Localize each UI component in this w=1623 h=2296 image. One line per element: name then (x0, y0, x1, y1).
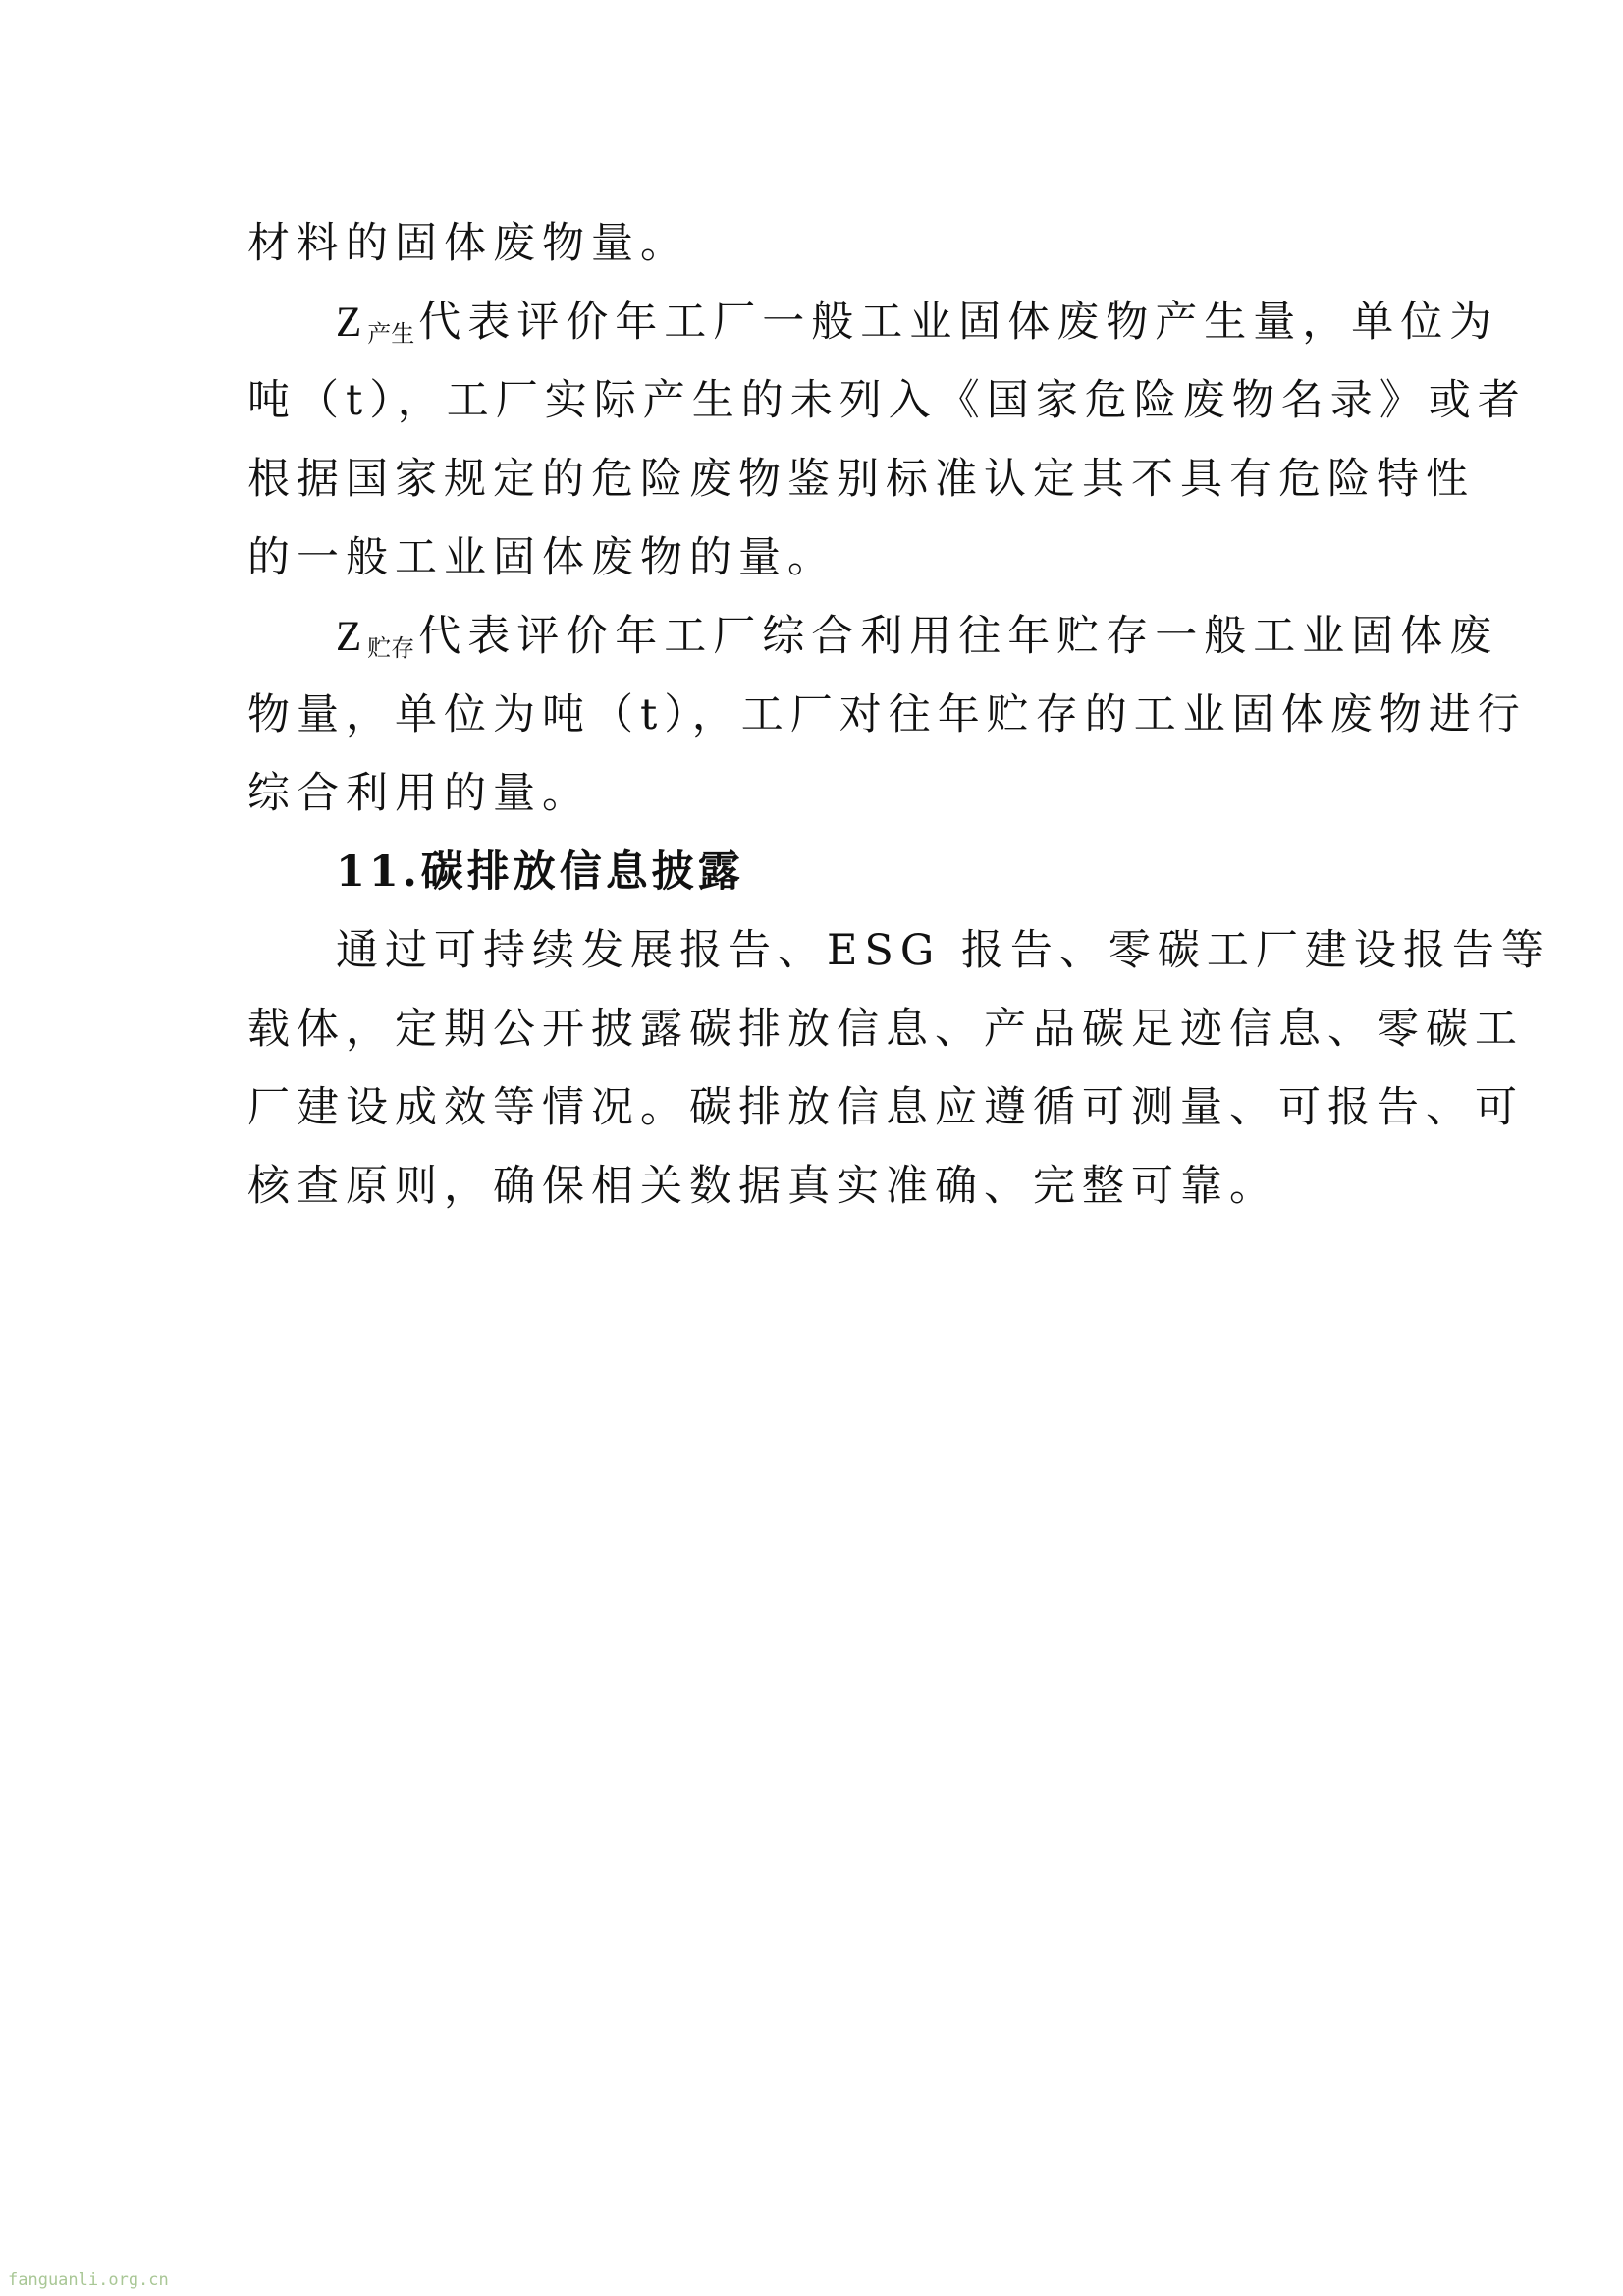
paragraph-line: 通过可持续发展报告、ESG 报告、零碳工厂建设报告等 (336, 926, 1550, 975)
paragraph-line: 根据国家规定的危险废物鉴别标准认定其不具有危险特性 (247, 455, 1475, 504)
variable-subscript: 贮存 (367, 634, 415, 662)
paragraph-line: 厂建设成效等情况。碳排放信息应遵循可测量、可报告、可 (247, 1083, 1524, 1132)
paragraph-line: 物量，单位为吨（t），工厂对往年贮存的工业固体废物进行 (247, 690, 1527, 739)
variable-symbol: Z (336, 300, 362, 346)
site-watermark: fanguanli.org.cn (8, 2270, 169, 2290)
paragraph-line: 核查原则，确保相关数据真实准确、完整可靠。 (247, 1162, 1278, 1211)
paragraph-line: 材料的固体废物量。 (247, 219, 689, 268)
paragraph-line (247, 283, 1499, 361)
document-page (247, 204, 1550, 1226)
paragraph-line: 载体，定期公开披露碳排放信息、产品碳足迹信息、零碳工 (247, 1005, 1524, 1054)
paragraph-line: 综合利用的量。 (247, 769, 591, 818)
section-heading: 11.碳排放信息披露 (336, 847, 744, 897)
paragraph-line (247, 597, 1499, 676)
variable-subscript: 产生 (367, 320, 415, 348)
paragraph-text: 代表评价年工厂综合利用往年贮存一般工业固体废 (418, 612, 1499, 661)
variable-symbol: Z (336, 614, 362, 660)
paragraph-text: 代表评价年工厂一般工业固体废物产生量，单位为 (418, 298, 1499, 347)
paragraph-line: 吨（t），工厂实际产生的未列入《国家危险废物名录》或者 (247, 376, 1527, 425)
paragraph-line: 的一般工业固体废物的量。 (247, 533, 837, 582)
